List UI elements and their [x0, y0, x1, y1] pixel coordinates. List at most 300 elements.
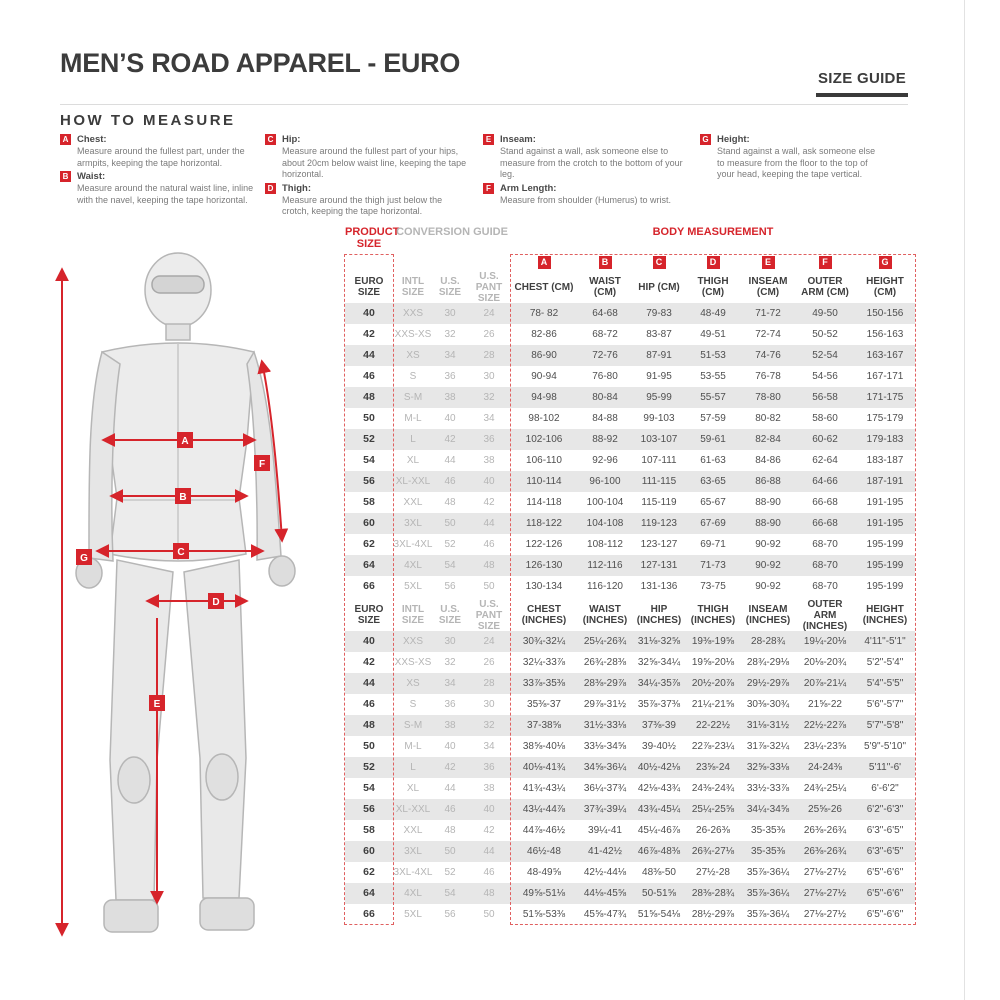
- table-cell: 39¼-41: [588, 825, 622, 836]
- table-cell: 90-92: [755, 560, 781, 571]
- instruction-item: [265, 134, 470, 181]
- table-cell: 84-86: [755, 455, 781, 466]
- table-cell: XXS: [402, 308, 423, 319]
- table-cell: 31½-33⅛: [583, 720, 627, 731]
- table-cell: XXS-XS: [394, 657, 432, 668]
- header-divider: [60, 104, 908, 105]
- table-cell: 38: [483, 455, 495, 466]
- table-cell: 50-51⅝: [642, 888, 676, 899]
- table-cell: 99-103: [643, 413, 675, 424]
- table-cell: 3XL: [404, 846, 422, 857]
- table-cell: 27⅛-27½: [803, 909, 847, 920]
- table-cell: 150-156: [866, 308, 904, 319]
- body-measurement-group-label: BODY MEASUREMENT: [652, 226, 774, 238]
- table-cell: 56: [363, 475, 375, 487]
- table-cell: 91-95: [646, 371, 672, 382]
- instruction-title: Height:: [717, 134, 750, 145]
- table-cell: 167-171: [866, 371, 904, 382]
- table-cell: 68-70: [812, 539, 838, 550]
- table-cell: 24¾-25¼: [803, 783, 847, 794]
- table-cell: 49-50: [812, 308, 838, 319]
- table-cell: 86-88: [755, 476, 781, 487]
- table-cell: 63-65: [700, 476, 726, 487]
- table-cell: 111-115: [641, 476, 677, 487]
- table-cell: 108-112: [587, 539, 623, 550]
- table-cell: 59-61: [700, 434, 726, 445]
- column-header: CHEST (CM): [514, 281, 574, 293]
- table-cell: 44: [444, 455, 456, 466]
- letter-badge-icon: E: [762, 256, 775, 269]
- column-header: WAIST (INCHES): [582, 604, 628, 626]
- table-cell: 5'7"-5'8": [866, 720, 904, 731]
- table-cell: 50: [363, 412, 375, 424]
- table-cell: 46: [363, 698, 375, 710]
- table-cell: 78- 82: [529, 308, 559, 319]
- table-cell: 50: [444, 518, 456, 529]
- table-cell: 175-179: [866, 413, 904, 424]
- letter-badge-cell: [685, 256, 741, 269]
- table-cell: 6'3"-6'5": [866, 846, 904, 857]
- table-cell: 26-26⅜: [696, 825, 730, 836]
- cm-table-row: [345, 387, 915, 408]
- table-cell: 34: [483, 413, 495, 424]
- table-cell: 82-84: [755, 434, 781, 445]
- table-cell: 42½-44⅛: [583, 867, 627, 878]
- table-cell: 35⅜-37: [527, 699, 561, 710]
- column-header: OUTER ARM (INCHES): [802, 598, 848, 632]
- table-cell: S: [409, 371, 417, 382]
- inches-table-row: [345, 736, 915, 757]
- letter-badge-icon: C: [653, 256, 666, 269]
- table-cell: 6'3"-6'5": [866, 825, 904, 836]
- cm-table-row: [345, 429, 915, 450]
- table-cell: 40: [444, 413, 456, 424]
- column-header: U.S. SIZE: [438, 276, 462, 298]
- table-cell: 122-126: [525, 539, 563, 550]
- table-cell: 44⅛-45⅝: [583, 888, 627, 899]
- table-cell: 4XL: [404, 560, 422, 571]
- table-cell: 48: [363, 719, 375, 731]
- table-cell: 27⅛-27½: [803, 888, 847, 899]
- table-cell: 32: [483, 392, 495, 403]
- table-cell: 54-56: [812, 371, 838, 382]
- table-cell: 4XL: [404, 888, 422, 899]
- table-cell: L: [410, 434, 416, 445]
- badge-A: [177, 432, 193, 448]
- instruction-item: [265, 183, 470, 218]
- table-cell: 64: [363, 887, 375, 899]
- table-cell: 41-42½: [588, 846, 622, 857]
- table-group-headers: [345, 224, 915, 254]
- badge-F: [254, 455, 270, 471]
- instruction-title: Hip:: [282, 134, 301, 145]
- table-cell: 64-68: [592, 308, 618, 319]
- instruction-label: [483, 134, 687, 145]
- table-cell: 104-108: [586, 518, 624, 529]
- table-cell: 62: [363, 866, 375, 878]
- table-cell: XL: [406, 783, 420, 794]
- column-header: CHEST (INCHES): [521, 604, 567, 626]
- table-cell: 53-55: [700, 371, 726, 382]
- table-cell: 115-119: [641, 497, 677, 508]
- column-header: HEIGHT (CM): [866, 276, 904, 298]
- table-cell: 40⅛-41¾: [522, 762, 566, 773]
- table-cell: 52: [363, 761, 375, 773]
- table-cell: 28⅜-28¾: [691, 888, 735, 899]
- column-header: HIP (INCHES): [636, 604, 682, 626]
- table-cell: 32⅝-34¼: [637, 657, 681, 668]
- table-cell: 44⅞-46½: [522, 825, 566, 836]
- table-cell: 20½-20⅞: [691, 678, 735, 689]
- table-cell: 40: [444, 741, 456, 752]
- table-cell: 114-118: [526, 497, 562, 508]
- table-cell: 42: [483, 825, 495, 836]
- inches-table-row: [345, 862, 915, 883]
- cm-table-row: [345, 513, 915, 534]
- svg-text:F: F: [258, 459, 266, 470]
- table-cell: 42: [483, 497, 495, 508]
- table-cell: 66-68: [812, 497, 838, 508]
- table-cell: 64-66: [812, 476, 838, 487]
- table-cell: 51⅝-53⅜: [522, 909, 566, 920]
- table-cell: 28: [483, 350, 495, 361]
- table-cell: 32⅝-33⅛: [746, 762, 790, 773]
- table-cell: 61-63: [700, 455, 726, 466]
- table-cell: 52-54: [812, 350, 838, 361]
- table-cell: XXS: [402, 636, 423, 647]
- cm-table-row: [345, 303, 915, 324]
- table-cell: 38: [483, 783, 495, 794]
- table-cell: 40: [483, 804, 495, 815]
- inches-table-row: [345, 631, 915, 652]
- table-cell: 65-67: [700, 497, 726, 508]
- inches-table-row: [345, 757, 915, 778]
- column-header: OUTER ARM (CM): [801, 276, 849, 298]
- table-cell: 66: [363, 908, 375, 920]
- table-cell: 31⅛-31½: [746, 720, 790, 731]
- table-cell: 68-72: [592, 329, 618, 340]
- table-cell: 163-167: [866, 350, 904, 361]
- table-cell: 50: [444, 846, 456, 857]
- table-cell: 28: [483, 678, 495, 689]
- product-size-group-label: PRODUCT SIZE: [345, 226, 400, 250]
- inches-table-row: [345, 673, 915, 694]
- table-cell: 32: [483, 720, 495, 731]
- table-cell: 38: [444, 392, 456, 403]
- table-cell: XL-XXL: [395, 476, 431, 487]
- instruction-item: [483, 183, 687, 207]
- table-cell: 43¼-44⅞: [522, 804, 566, 815]
- table-cell: 36: [444, 371, 456, 382]
- table-cell: 38⅝-40⅛: [522, 741, 566, 752]
- table-cell: 110-114: [526, 476, 562, 487]
- table-letter-badges-row: [345, 254, 915, 271]
- table-cell: 52: [363, 433, 375, 445]
- table-cell: 46: [363, 370, 375, 382]
- table-cell: 96-100: [589, 476, 621, 487]
- table-cell: 171-175: [866, 392, 904, 403]
- table-cell: XXL: [403, 825, 423, 836]
- table-cell: 50: [483, 581, 495, 592]
- letter-badge-cell: [577, 256, 633, 269]
- svg-text:A: A: [181, 436, 189, 447]
- measurement-figure: [40, 240, 340, 950]
- table-cell: 33½-33⅞: [746, 783, 790, 794]
- table-cell: 102-106: [525, 434, 563, 445]
- table-cell: 25¼-25⅝: [691, 804, 735, 815]
- table-cell: 29⅞-31½: [583, 699, 627, 710]
- table-cell: 37-38⅝: [527, 720, 561, 731]
- table-cell: 27⅛-27½: [803, 867, 847, 878]
- table-cell: 26⅜-26¾: [803, 825, 847, 836]
- table-cell: 29½-29⅞: [746, 678, 790, 689]
- page-title: MEN’S ROAD APPAREL - EURO: [60, 48, 461, 78]
- letter-badge-icon: F: [819, 256, 832, 269]
- table-cell: XS: [406, 678, 420, 689]
- size-guide-label: SIZE GUIDE: [817, 70, 906, 87]
- table-cell: 48: [444, 497, 456, 508]
- inches-table-row: [345, 841, 915, 862]
- table-cell: 37¾-39¼: [583, 804, 627, 815]
- table-cell: 5'11"-6': [868, 762, 902, 773]
- table-cell: 42: [363, 328, 375, 340]
- table-cell: 31⅛-32⅝: [637, 636, 681, 647]
- column-header: WAIST (CM): [589, 276, 621, 298]
- table-cell: 44: [483, 846, 495, 857]
- table-cell: 86-90: [531, 350, 557, 361]
- table-cell: 40: [363, 635, 375, 647]
- table-cell: 35⅞-36¼: [746, 888, 790, 899]
- table-cell: S: [409, 699, 417, 710]
- column-header: EURO SIZE: [354, 604, 384, 626]
- table-cell: 5XL: [404, 581, 422, 592]
- table-cell: 48-49: [700, 308, 726, 319]
- table-cell: 34: [444, 678, 456, 689]
- table-cell: 3XL-4XL: [393, 539, 433, 550]
- table-cell: 30¾-32¼: [522, 636, 566, 647]
- table-cell: XS: [406, 350, 420, 361]
- table-cell: 131-136: [640, 581, 678, 592]
- measure-instructions: [60, 134, 930, 220]
- instruction-label: [700, 134, 885, 145]
- table-cell: 22-22½: [696, 720, 730, 731]
- column-header: THIGH (INCHES): [690, 604, 736, 626]
- table-cell: S-M: [403, 392, 423, 403]
- table-cell: 107-111: [641, 455, 677, 466]
- table-cell: 19⅜-19⅝: [691, 636, 735, 647]
- table-cell: S-M: [403, 720, 423, 731]
- letter-badge-icon: D: [707, 256, 720, 269]
- table-cell: 51-53: [700, 350, 726, 361]
- table-cell: 83-87: [646, 329, 672, 340]
- table-cell: 49-51: [700, 329, 726, 340]
- instruction-text: Measure around the thigh just below the crotch, keeping the tape horizontal.: [282, 194, 443, 216]
- badge-G: [76, 549, 92, 565]
- table-cell: M-L: [404, 741, 422, 752]
- letter-badge-icon: G: [700, 134, 711, 145]
- instruction-item: [60, 134, 257, 169]
- table-cell: 56: [444, 909, 456, 920]
- cm-table-row: [345, 471, 915, 492]
- table-cell: 24: [483, 308, 495, 319]
- table-cell: 54: [444, 888, 456, 899]
- table-cell: 95-99: [646, 392, 672, 403]
- table-cell: 22½-22⅞: [803, 720, 847, 731]
- table-cell: 82-86: [531, 329, 557, 340]
- instruction-title: Chest:: [77, 134, 107, 145]
- letter-badge-icon: E: [483, 134, 494, 145]
- table-cell: 80-84: [592, 392, 618, 403]
- table-cell: 94-98: [531, 392, 557, 403]
- instruction-item: [700, 134, 885, 181]
- table-cell: L: [410, 762, 416, 773]
- instruction-column: [483, 134, 687, 220]
- letter-badge-cell: [511, 256, 577, 269]
- table-cell: 5XL: [404, 909, 422, 920]
- table-cell: 88-90: [755, 497, 781, 508]
- table-cell: 66: [363, 580, 375, 592]
- table-cell: 74-76: [755, 350, 781, 361]
- instruction-item: [483, 134, 687, 181]
- table-cell: 5'6"-5'7": [866, 699, 904, 710]
- cm-table-row: [345, 492, 915, 513]
- table-cell: 71-72: [755, 308, 781, 319]
- inches-header-row: [345, 599, 915, 631]
- table-cell: 52: [444, 867, 456, 878]
- inches-table-row: [345, 694, 915, 715]
- table-cell: 195-199: [866, 581, 904, 592]
- table-cell: 73-75: [700, 581, 726, 592]
- page-edge-line: [964, 0, 965, 1000]
- table-cell: 72-76: [592, 350, 618, 361]
- table-cell: 54: [444, 560, 456, 571]
- column-header: INTL SIZE: [401, 276, 425, 298]
- table-cell: 52: [444, 539, 456, 550]
- table-cell: 56: [444, 581, 456, 592]
- instruction-column: [700, 134, 885, 220]
- letter-badge-icon: D: [265, 183, 276, 194]
- table-cell: 36: [483, 762, 495, 773]
- table-cell: 187-191: [866, 476, 904, 487]
- table-cell: 50: [483, 909, 495, 920]
- letter-badge-icon: A: [538, 256, 551, 269]
- instruction-label: [60, 171, 257, 182]
- table-cell: 62: [363, 538, 375, 550]
- table-cell: 20⅛-20¾: [803, 657, 847, 668]
- table-cell: 46: [483, 867, 495, 878]
- table-cell: 34: [483, 741, 495, 752]
- instruction-column: [60, 134, 257, 220]
- letter-badge-icon: B: [60, 171, 71, 182]
- table-cell: 42: [444, 434, 456, 445]
- letter-badge-cell: [741, 256, 795, 269]
- table-cell: 35⅞-37⅜: [637, 699, 681, 710]
- table-cell: 55-57: [700, 392, 726, 403]
- table-cell: 44: [444, 783, 456, 794]
- letter-badge-cell: [795, 256, 855, 269]
- table-cell: XL: [406, 455, 420, 466]
- table-cell: 26⅜-26¾: [803, 846, 847, 857]
- table-cell: 36: [483, 434, 495, 445]
- table-cell: 191-195: [866, 497, 904, 508]
- table-cell: 46⅞-48⅜: [637, 846, 681, 857]
- inches-table-row: [345, 652, 915, 673]
- table-cell: 60-62: [812, 434, 838, 445]
- table-cell: 6'2"-6'3": [866, 804, 904, 815]
- conversion-guide-group-label: CONVERSION GUIDE: [396, 226, 508, 238]
- cm-table-row: [345, 576, 915, 597]
- table-cell: 92-96: [592, 455, 618, 466]
- table-cell: 43¾-45¼: [637, 804, 681, 815]
- table-cell: 23¼-23⅝: [803, 741, 847, 752]
- table-cell: 36: [444, 699, 456, 710]
- table-cell: 76-78: [755, 371, 781, 382]
- size-guide-tab[interactable]: [816, 70, 908, 97]
- badge-C: [173, 543, 189, 559]
- svg-text:D: D: [212, 597, 220, 608]
- table-cell: 42⅛-43¾: [637, 783, 681, 794]
- cm-table-row: [345, 366, 915, 387]
- column-header: U.S. PANT SIZE: [475, 598, 503, 632]
- column-header: HIP (CM): [638, 281, 680, 293]
- table-cell: 48: [483, 888, 495, 899]
- table-cell: 40: [363, 307, 375, 319]
- table-cell: M-L: [404, 413, 422, 424]
- table-cell: 50: [363, 740, 375, 752]
- table-cell: 20⅞-21¼: [803, 678, 847, 689]
- table-cell: 39-40½: [642, 741, 676, 752]
- instruction-text: Measure around the natural waist line, inline with the navel, keeping the tape horizontal.: [77, 183, 254, 205]
- instruction-title: Waist:: [77, 171, 106, 182]
- badge-E: [149, 695, 165, 711]
- svg-text:B: B: [179, 492, 187, 503]
- instruction-label: [60, 134, 257, 145]
- table-cell: 32: [444, 329, 456, 340]
- table-cell: 48: [444, 825, 456, 836]
- table-cell: 42: [444, 762, 456, 773]
- table-cell: 33⅛-34⅝: [583, 741, 627, 752]
- table-cell: 30: [444, 636, 456, 647]
- cm-table-row: [345, 555, 915, 576]
- table-cell: 46: [483, 539, 495, 550]
- svg-text:G: G: [80, 553, 88, 564]
- table-cell: 34¼-35⅞: [637, 678, 681, 689]
- table-cell: 90-92: [755, 581, 781, 592]
- badge-B: [175, 488, 191, 504]
- column-header: THIGH (CM): [697, 276, 729, 298]
- table-cell: 66-68: [812, 518, 838, 529]
- instruction-text: Stand against a wall, ask someone else to measure from the crotch to the bottom of your leg.: [500, 146, 683, 179]
- table-cell: 103-107: [640, 434, 678, 445]
- instruction-text: Measure from shoulder (Humerus) to wrist.: [500, 194, 672, 205]
- table-cell: 58-60: [812, 413, 838, 424]
- table-cell: 26: [483, 657, 495, 668]
- table-cell: 19⅝-20⅛: [691, 657, 735, 668]
- inches-table-row: [345, 883, 915, 904]
- table-cell: 54: [363, 782, 375, 794]
- table-cell: 80-82: [755, 413, 781, 424]
- column-header: EURO SIZE: [354, 276, 384, 298]
- table-cell: 24: [483, 636, 495, 647]
- table-cell: 79-83: [646, 308, 672, 319]
- table-cell: 116-120: [587, 581, 623, 592]
- table-cell: 28⅜-29⅞: [583, 678, 627, 689]
- table-cell: 54: [363, 454, 375, 466]
- table-cell: 6'5"-6'6": [866, 867, 904, 878]
- table-cell: 3XL-4XL: [393, 867, 433, 878]
- table-cell: 64: [363, 559, 375, 571]
- table-cell: 4'11"-5'1": [864, 636, 906, 647]
